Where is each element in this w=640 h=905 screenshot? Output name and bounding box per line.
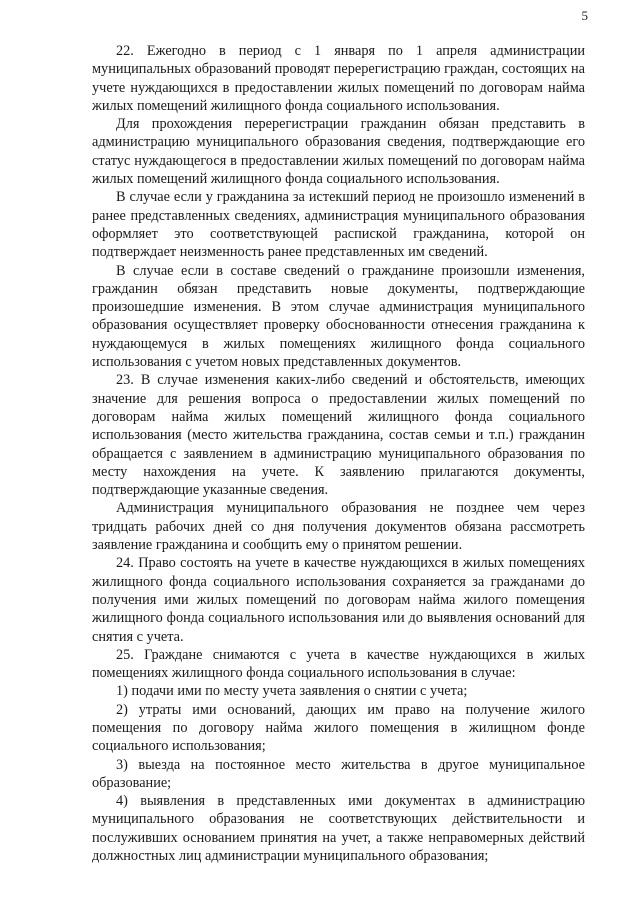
list-item-4: 4) выявления в представленных ими документах в администрацию муниципального образования не соответствующих действительности и послуживших основанием принятия на учет, а также неправомерных действий должностных лиц администрации муниципального образования; <box>92 793 585 865</box>
paragraph-no-changes: В случае если у гражданина за истекший период не произошло изменений в ранее представленных сведениях, администрация муниципального образования оформляет это соответствующей распиской гражданина, которой он подтверждает неизменность ранее представленных им сведений. <box>92 189 585 261</box>
paragraph-24: 24. Право состоять на учете в качестве нуждающихся в жилых помещениях жилищного фонда социального использования сохраняется за гражданами до получения ими жилых помещений по договорам найма жилого помещения жилищного фонда социального использования или до выявления оснований для снятия с учета. <box>92 555 585 645</box>
paragraph-review-period: Администрация муниципального образования не позднее чем через тридцать рабочих дней со дня получения документов обязана рассмотреть заявление гражданина и сообщить ему о принятом решении. <box>92 500 585 554</box>
paragraph-23: 23. В случае изменения каких-либо сведений и обстоятельств, имеющих значение для решения вопроса о предоставлении жилых помещений по договорам найма жилых помещений жилищного фонда социального использования (место жительства гражданина, состав семьи и т.п.) гражданин обращается с заявлением в администрацию муниципального образования по месту нахождения на учете. К заявлению прилагаются документы, подтверждающие указанные сведения. <box>92 372 585 499</box>
paragraph-22: 22. Ежегодно в период с 1 января по 1 апреля администрации муниципальных образований проводят перерегистрацию граждан, состоящих на учете нуждающихся в предоставлении жилых помещений по договорам найма жилых помещений жилищного фонда социального использования. <box>92 43 585 114</box>
page-number: 5 <box>581 8 588 23</box>
paragraph-changes: В случае если в составе сведений о гражданине произошли изменения, гражданин обязан представить новые документы, подтверждающие произошедшие изменения. В этом случае администрация муниципального образования осуществляет проверку обоснованности отнесения гражданина к нуждающемуся в жилых помещениях жилищного фонда социального использования с учетом новых представленных документов. <box>92 262 585 371</box>
document-body <box>92 42 585 865</box>
list-item-2: 2) утраты ими оснований, дающих им право на получение жилого помещения по договору найма жилого помещения в жилищном фонде социального использования; <box>92 701 585 755</box>
list-item-1: 1) подачи ими по месту учета заявления о снятии с учета; <box>116 683 468 700</box>
list-item-3: 3) выезда на постоянное место жительства в другое муниципальное образование; <box>92 756 585 791</box>
paragraph-reregistration: Для прохождения перерегистрации гражданин обязан представить в администрацию муниципального образования сведения, подтверждающие его статус нуждающегося в предоставлении жилых помещений по договорам найма жилых помещений жилищного фонда социального использования. <box>92 116 585 188</box>
paragraph-25: 25. Граждане снимаются с учета в качестве нуждающихся в жилых помещениях жилищного фонда социального использования в случае: <box>92 646 585 682</box>
